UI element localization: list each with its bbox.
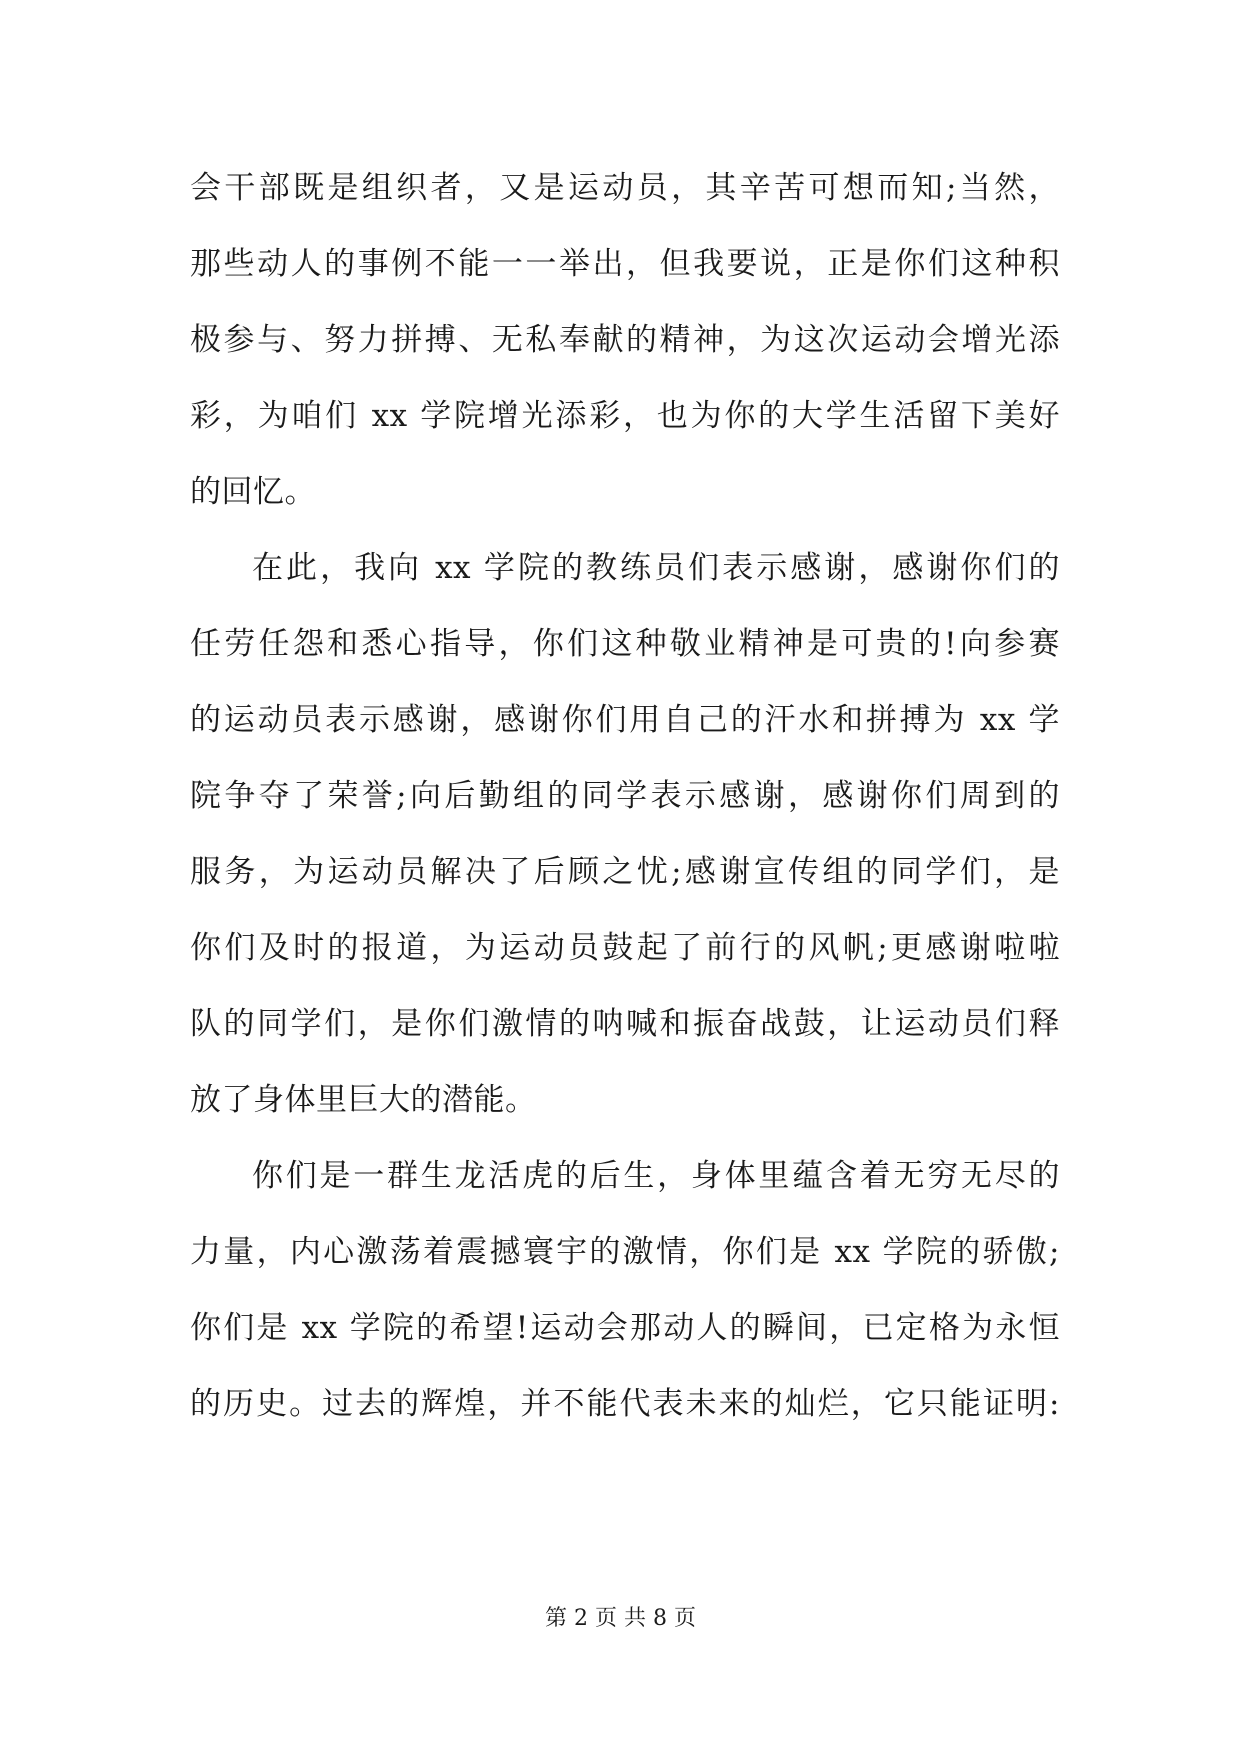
text-line: 的历史。过去的辉煌，并不能代表未来的灿烂，它只能证明: bbox=[190, 1386, 1060, 1422]
text-line: 极参与、努力拼搏、无私奉献的精神，为这次运动会增光添 bbox=[190, 322, 1060, 358]
text-line: 在此，我向 xx 学院的教练员们表示感谢，感谢你们的 bbox=[252, 550, 1060, 586]
text-line: 你们是一群生龙活虎的后生，身体里蕴含着无穷无尽的 bbox=[252, 1158, 1060, 1194]
document-body bbox=[190, 150, 1060, 1442]
text-line: 你们及时的报道，为运动员鼓起了前行的风帆;更感谢啦啦 bbox=[190, 930, 1060, 966]
text-line: 你们是 xx 学院的希望!运动会那动人的瞬间，已定格为永恒 bbox=[190, 1310, 1060, 1346]
text-line: 服务，为运动员解决了后顾之忧;感谢宣传组的同学们，是 bbox=[190, 854, 1060, 890]
text-line: 那些动人的事例不能一一举出，但我要说，正是你们这种积 bbox=[190, 246, 1060, 282]
text-line: 力量，内心激荡着震撼寰宇的激情，你们是 xx 学院的骄傲; bbox=[190, 1234, 1060, 1270]
text-line: 院争夺了荣誉;向后勤组的同学表示感谢，感谢你们周到的 bbox=[190, 778, 1060, 814]
page-number-footer: 第 2 页 共 8 页 bbox=[545, 1606, 696, 1631]
text-line: 的运动员表示感谢，感谢你们用自己的汗水和拼搏为 xx 学 bbox=[190, 702, 1060, 738]
text-line: 的回忆。 bbox=[190, 474, 316, 510]
text-line: 任劳任怨和悉心指导，你们这种敬业精神是可贵的!向参赛 bbox=[190, 626, 1060, 662]
text-line: 放了身体里巨大的潜能。 bbox=[190, 1082, 537, 1118]
text-line: 会干部既是组织者，又是运动员，其辛苦可想而知;当然， bbox=[190, 170, 1060, 206]
text-line: 队的同学们，是你们激情的呐喊和振奋战鼓，让运动员们释 bbox=[190, 1006, 1060, 1042]
text-line: 彩，为咱们 xx 学院增光添彩，也为你的大学生活留下美好 bbox=[190, 398, 1060, 434]
